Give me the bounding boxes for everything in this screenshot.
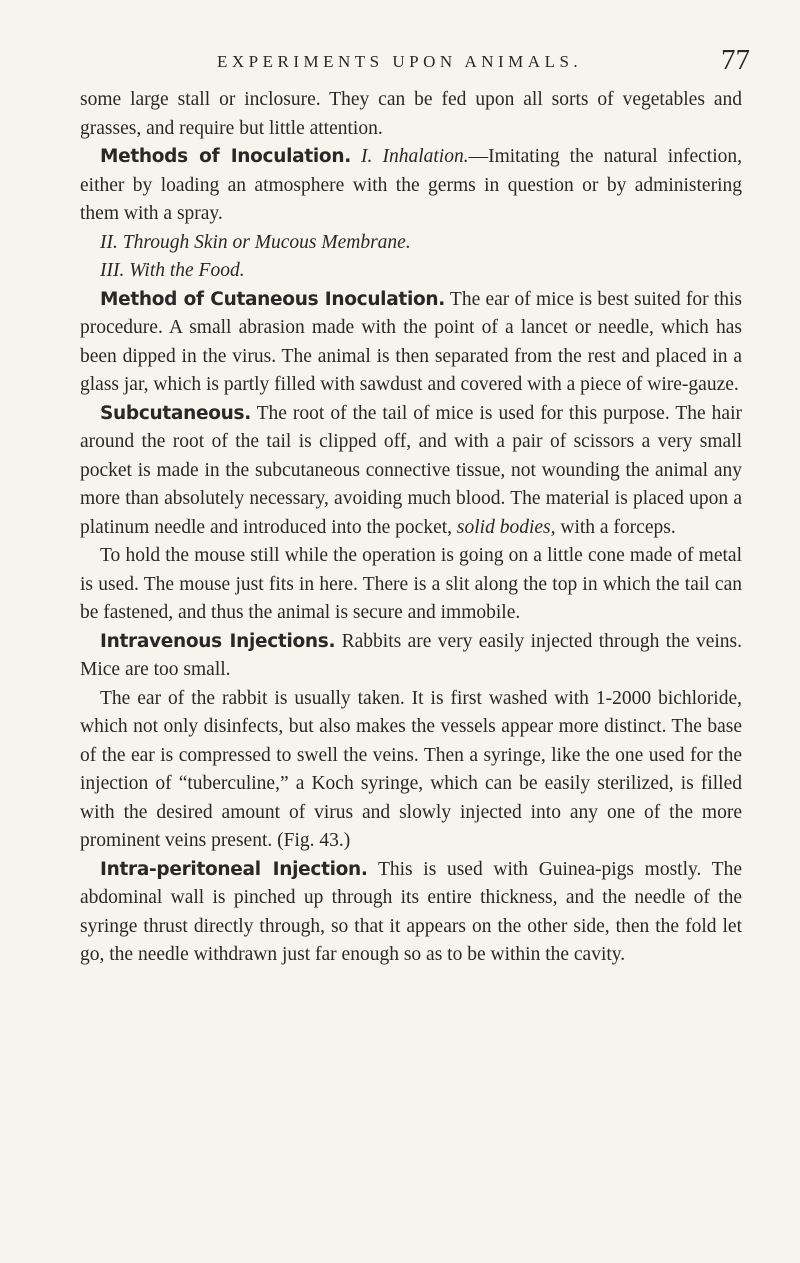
italic-subheading: II. Through Skin or Mucous Membrane.: [100, 231, 411, 253]
running-title: EXPERIMENTS UPON ANIMALS.: [217, 52, 583, 71]
italic-text: solid bodies,: [456, 516, 556, 538]
section-heading: Method of Cutaneous Inoculation.: [100, 288, 446, 310]
paragraph-text: Rabbits are very easily injected through the veins. Mice are too small.: [80, 630, 742, 680]
heading-separator: [351, 146, 361, 167]
paragraph-method-iii: [80, 257, 742, 286]
paragraph-text: To hold the mouse still while the operation is going on a little cone made of metal is used. The mouse just fits in here. There is a slit along the top in which the tail can be fastened, and thus the animal is secure and immobile.: [80, 545, 742, 623]
paragraph-subcutaneous: [80, 400, 742, 543]
paragraph-text: The ear of mice is best suited for this procedure. A small abrasion made with the point of a lancet or needle, which has been dipped in the virus. The animal is then separated from the rest and placed in a glass jar, which is partly filled with sawdust and covered with a piece of wire-gauze.: [80, 288, 742, 395]
italic-subheading: I. Inhalation.: [361, 146, 469, 167]
paragraph-text: —Imitating the natural infection, either by loading an atmosphere with the germs in question or by administering them with a spray.: [80, 146, 742, 224]
paragraph-text: This is used with Guinea-pigs mostly. The abdominal wall is pinched up through its entire thickness, and the needle of the syringe thrust directly through, so that it appears on the other side, then the fold let go, the needle withdrawn just far enough so as to be within the cavity.: [80, 858, 742, 965]
paragraph-text: The ear of the rabbit is usually taken. It is first washed with 1-2000 bichloride, which not only disinfects, but also makes the vessels appear more distinct. The base of the ear is compressed to swell the veins. Then a syringe, like the one used for the injection of “tuberculine,” a Koch syringe, which can be easily sterilized, is filled with the desired amount of virus and slowly injected into any one of the more prominent veins present. (Fig. 43.): [80, 687, 742, 851]
section-heading: Methods of Inoculation.: [100, 146, 351, 167]
section-heading: Subcutaneous.: [100, 402, 251, 424]
paragraph-rabbit-ear: [80, 685, 742, 856]
paragraph-mouse-cone: [80, 542, 742, 628]
paragraph: [80, 86, 742, 143]
paragraph-text: some large stall or inclosure. They can be fed upon all sorts of vegetables and grasses, and require but little attention.: [80, 89, 742, 139]
section-heading: Intra-peritoneal Injection.: [100, 858, 368, 880]
paragraph-intravenous: [80, 628, 742, 685]
page-number: 77: [721, 44, 750, 76]
paragraph-intraperitoneal: [80, 856, 742, 970]
paragraph-method-ii: [80, 229, 742, 258]
italic-subheading: III. With the Food.: [100, 260, 245, 281]
paragraph-cutaneous: [80, 286, 742, 400]
paragraph-methods-of-inoculation: [80, 143, 742, 229]
paragraph-text: The root of the tail of mice is used for this purpose. The hair around the root of the tail is clipped off, and with a pair of scissors a very small pocket is made in the subcutaneous connective tissue, not wounding the animal any more than absolutely necessary, avoiding much blood. The material is placed upon a platinum needle and introduced into the pocket,: [80, 402, 742, 538]
section-heading: Intravenous Injections.: [100, 630, 336, 652]
body-text: [80, 86, 742, 970]
paragraph-text: with a forceps.: [555, 516, 676, 538]
